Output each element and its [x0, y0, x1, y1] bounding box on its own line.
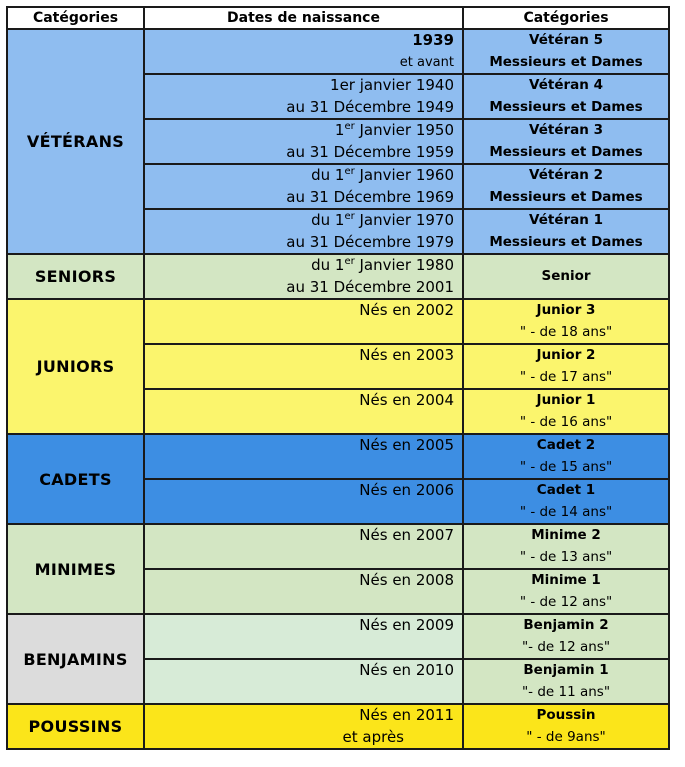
dates-cell: [144, 74, 463, 119]
date-line: du 1er Janvier 1980: [311, 256, 454, 274]
category-cell: [463, 524, 669, 569]
table-row: [7, 524, 669, 569]
category-cell: [463, 659, 669, 704]
category-cell: [463, 704, 669, 749]
category-detail: " - de 16 ans": [519, 413, 613, 430]
dates-cell: [144, 119, 463, 164]
table-row: [7, 614, 669, 659]
date-line: Nés en 2009: [359, 616, 454, 634]
dates-cell: [144, 209, 463, 254]
date-line: 1939: [412, 31, 454, 49]
category-detail: " - de 9ans": [526, 728, 606, 745]
date-line: 1er janvier 1940: [330, 76, 454, 94]
category-name: Benjamin 1: [523, 662, 609, 678]
category-detail: Messieurs et Dames: [489, 188, 643, 205]
category-cell: [463, 29, 669, 74]
dates-cell: [144, 434, 463, 479]
category-detail: "- de 12 ans": [521, 638, 611, 655]
dates-cell: [144, 704, 463, 749]
date-line: du 1er Janvier 1970: [311, 211, 454, 229]
group-seniors: SENIORS: [7, 254, 144, 299]
date-line: Nés en 2010: [359, 661, 454, 679]
dates-cell: [144, 524, 463, 569]
header-birth-dates: Dates de naissance: [144, 7, 463, 29]
table-row: [7, 434, 669, 479]
category-name: Junior 2: [536, 347, 596, 363]
category-name: Minime 2: [531, 527, 601, 543]
category-name: Vétéran 3: [529, 122, 603, 138]
date-line: au 31 Décembre 1949: [286, 97, 454, 116]
category-cell: [463, 119, 669, 164]
table-row: [7, 704, 669, 749]
date-line: Nés en 2005: [359, 436, 454, 454]
group-veterans: VÉTÉRANS: [7, 29, 144, 254]
category-cell: [463, 344, 669, 389]
date-line: Nés en 2003: [359, 346, 454, 364]
dates-cell: [144, 659, 463, 704]
category-name: Minime 1: [531, 572, 601, 588]
group-poussins: POUSSINS: [7, 704, 144, 749]
date-line: au 31 Décembre 2001: [286, 277, 454, 296]
dates-cell: [144, 254, 463, 299]
category-cell: [463, 74, 669, 119]
category-cell: [463, 389, 669, 434]
header-row: [7, 7, 669, 29]
category-cell: [463, 434, 669, 479]
date-line: au 31 Décembre 1969: [286, 187, 454, 206]
date-line: Nés en 2007: [359, 526, 454, 544]
category-cell: [463, 479, 669, 524]
category-cell: [463, 614, 669, 659]
category-name: Junior 1: [536, 392, 596, 408]
dates-cell: [144, 299, 463, 344]
date-line: Nés en 2002: [359, 301, 454, 319]
categories-table: [6, 6, 670, 750]
category-detail: " - de 18 ans": [519, 323, 613, 340]
date-line: 1er Janvier 1950: [334, 121, 454, 139]
date-line: Nés en 2011: [359, 706, 454, 724]
category-name: Vétéran 5: [529, 32, 603, 48]
dates-cell: [144, 569, 463, 614]
category-name: Vétéran 2: [529, 167, 603, 183]
category-detail: "- de 11 ans": [521, 683, 611, 700]
category-cell: [463, 569, 669, 614]
category-detail: " - de 14 ans": [519, 503, 613, 520]
header-categories: Catégories: [7, 7, 144, 29]
dates-cell: [144, 479, 463, 524]
category-name: Cadet 2: [536, 437, 596, 453]
date-line: au 31 Décembre 1979: [286, 232, 454, 251]
group-cadets: CADETS: [7, 434, 144, 524]
date-line: et après: [342, 727, 404, 746]
category-name: Senior: [541, 267, 591, 284]
dates-cell: [144, 29, 463, 74]
date-line: du 1er Janvier 1960: [311, 166, 454, 184]
category-cell: [463, 164, 669, 209]
category-cell: [463, 299, 669, 344]
table-row: [7, 299, 669, 344]
table-row: [7, 254, 669, 299]
category-name: Vétéran 4: [529, 77, 603, 93]
category-detail: Messieurs et Dames: [489, 143, 643, 160]
category-cell: [463, 254, 669, 299]
dates-cell: [144, 164, 463, 209]
category-detail: " - de 17 ans": [519, 368, 613, 385]
date-line: au 31 Décembre 1959: [286, 142, 454, 161]
dates-cell: [144, 389, 463, 434]
dates-cell: [144, 614, 463, 659]
category-name: Cadet 1: [536, 482, 596, 498]
table-row: [7, 29, 669, 74]
category-detail: Messieurs et Dames: [489, 98, 643, 115]
category-name: Benjamin 2: [523, 617, 609, 633]
date-line: Nés en 2006: [359, 481, 454, 499]
header-categories-detail: Catégories: [463, 7, 669, 29]
category-detail: " - de 13 ans": [519, 548, 613, 565]
category-name: Poussin: [536, 707, 596, 723]
category-name: Junior 3: [536, 302, 596, 318]
date-line: et avant: [399, 54, 454, 70]
group-benjamins: BENJAMINS: [7, 614, 144, 704]
category-detail: Messieurs et Dames: [489, 53, 643, 70]
group-juniors: JUNIORS: [7, 299, 144, 434]
category-detail: " - de 12 ans": [519, 593, 613, 610]
group-minimes: MINIMES: [7, 524, 144, 614]
category-cell: [463, 209, 669, 254]
category-detail: Messieurs et Dames: [489, 233, 643, 250]
date-line: Nés en 2008: [359, 571, 454, 589]
dates-cell: [144, 344, 463, 389]
date-line: Nés en 2004: [359, 391, 454, 409]
category-detail: " - de 15 ans": [519, 458, 613, 475]
category-name: Vétéran 1: [529, 212, 603, 228]
